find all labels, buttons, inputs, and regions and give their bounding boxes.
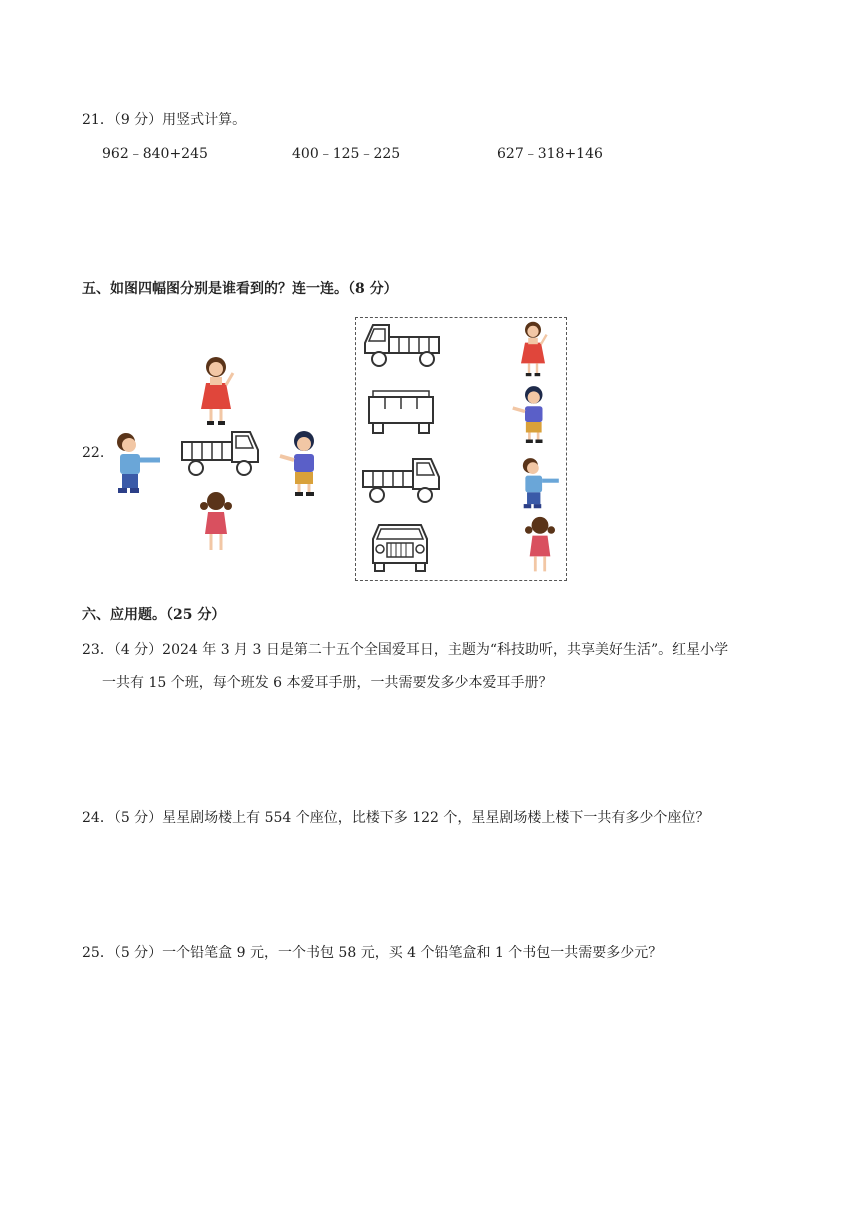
girl-front-small-icon[interactable]: [517, 319, 549, 379]
truck-side-right-view-icon[interactable]: [361, 455, 443, 505]
q21-expression-1: 962﹣840+245: [102, 146, 208, 162]
q23-line-2: 一共有 15 个班，每个班发 6 本爱耳手册，一共需要发多少本爱耳手册？: [102, 675, 553, 691]
girl-front-icon: [196, 355, 236, 427]
q21-expression-3: 627﹣318+146: [497, 146, 603, 162]
truck-side-left-view-icon[interactable]: [361, 323, 443, 369]
q22-number: 22.: [82, 445, 105, 461]
girl-back-small-icon[interactable]: [523, 515, 557, 577]
section6-heading: 六、应用题。（25 分）: [82, 607, 226, 623]
q24-text: 24．（5 分）星星剧场楼上有 554 个座位，比楼下多 122 个，星星剧场楼上楼下一共有多少个座位？: [82, 810, 710, 826]
section5-heading: 五、如图四幅图分别是谁看到的？连一连。（8 分）: [82, 281, 398, 297]
views-box: [355, 317, 569, 583]
boy-side-icon: [110, 432, 165, 496]
truck-center-icon: [180, 428, 262, 480]
truck-front-view-icon[interactable]: [369, 523, 431, 575]
observation-scene: [110, 350, 270, 560]
truck-rear-view-icon[interactable]: [367, 389, 435, 437]
boy-side-small-icon[interactable]: [517, 457, 563, 511]
q21-title: 21．（9 分）用竖式计算。: [82, 112, 247, 128]
girl-back-icon: [198, 490, 234, 556]
boy-front-small-icon[interactable]: [511, 385, 553, 445]
q21-expression-2: 400﹣125﹣225: [292, 146, 401, 162]
q25-text: 25．（5 分）一个铅笔盒 9 元，一个书包 58 元，买 4 个铅笔盒和 1 个书包一共需要多少元？: [82, 945, 663, 961]
boy-front-icon: [278, 430, 326, 498]
q23-line-1: 23．（4 分）2024 年 3 月 3 日是第二十五个全国爱耳日，主题为“科技助听，共享美好生活”。红星小学: [82, 642, 729, 658]
